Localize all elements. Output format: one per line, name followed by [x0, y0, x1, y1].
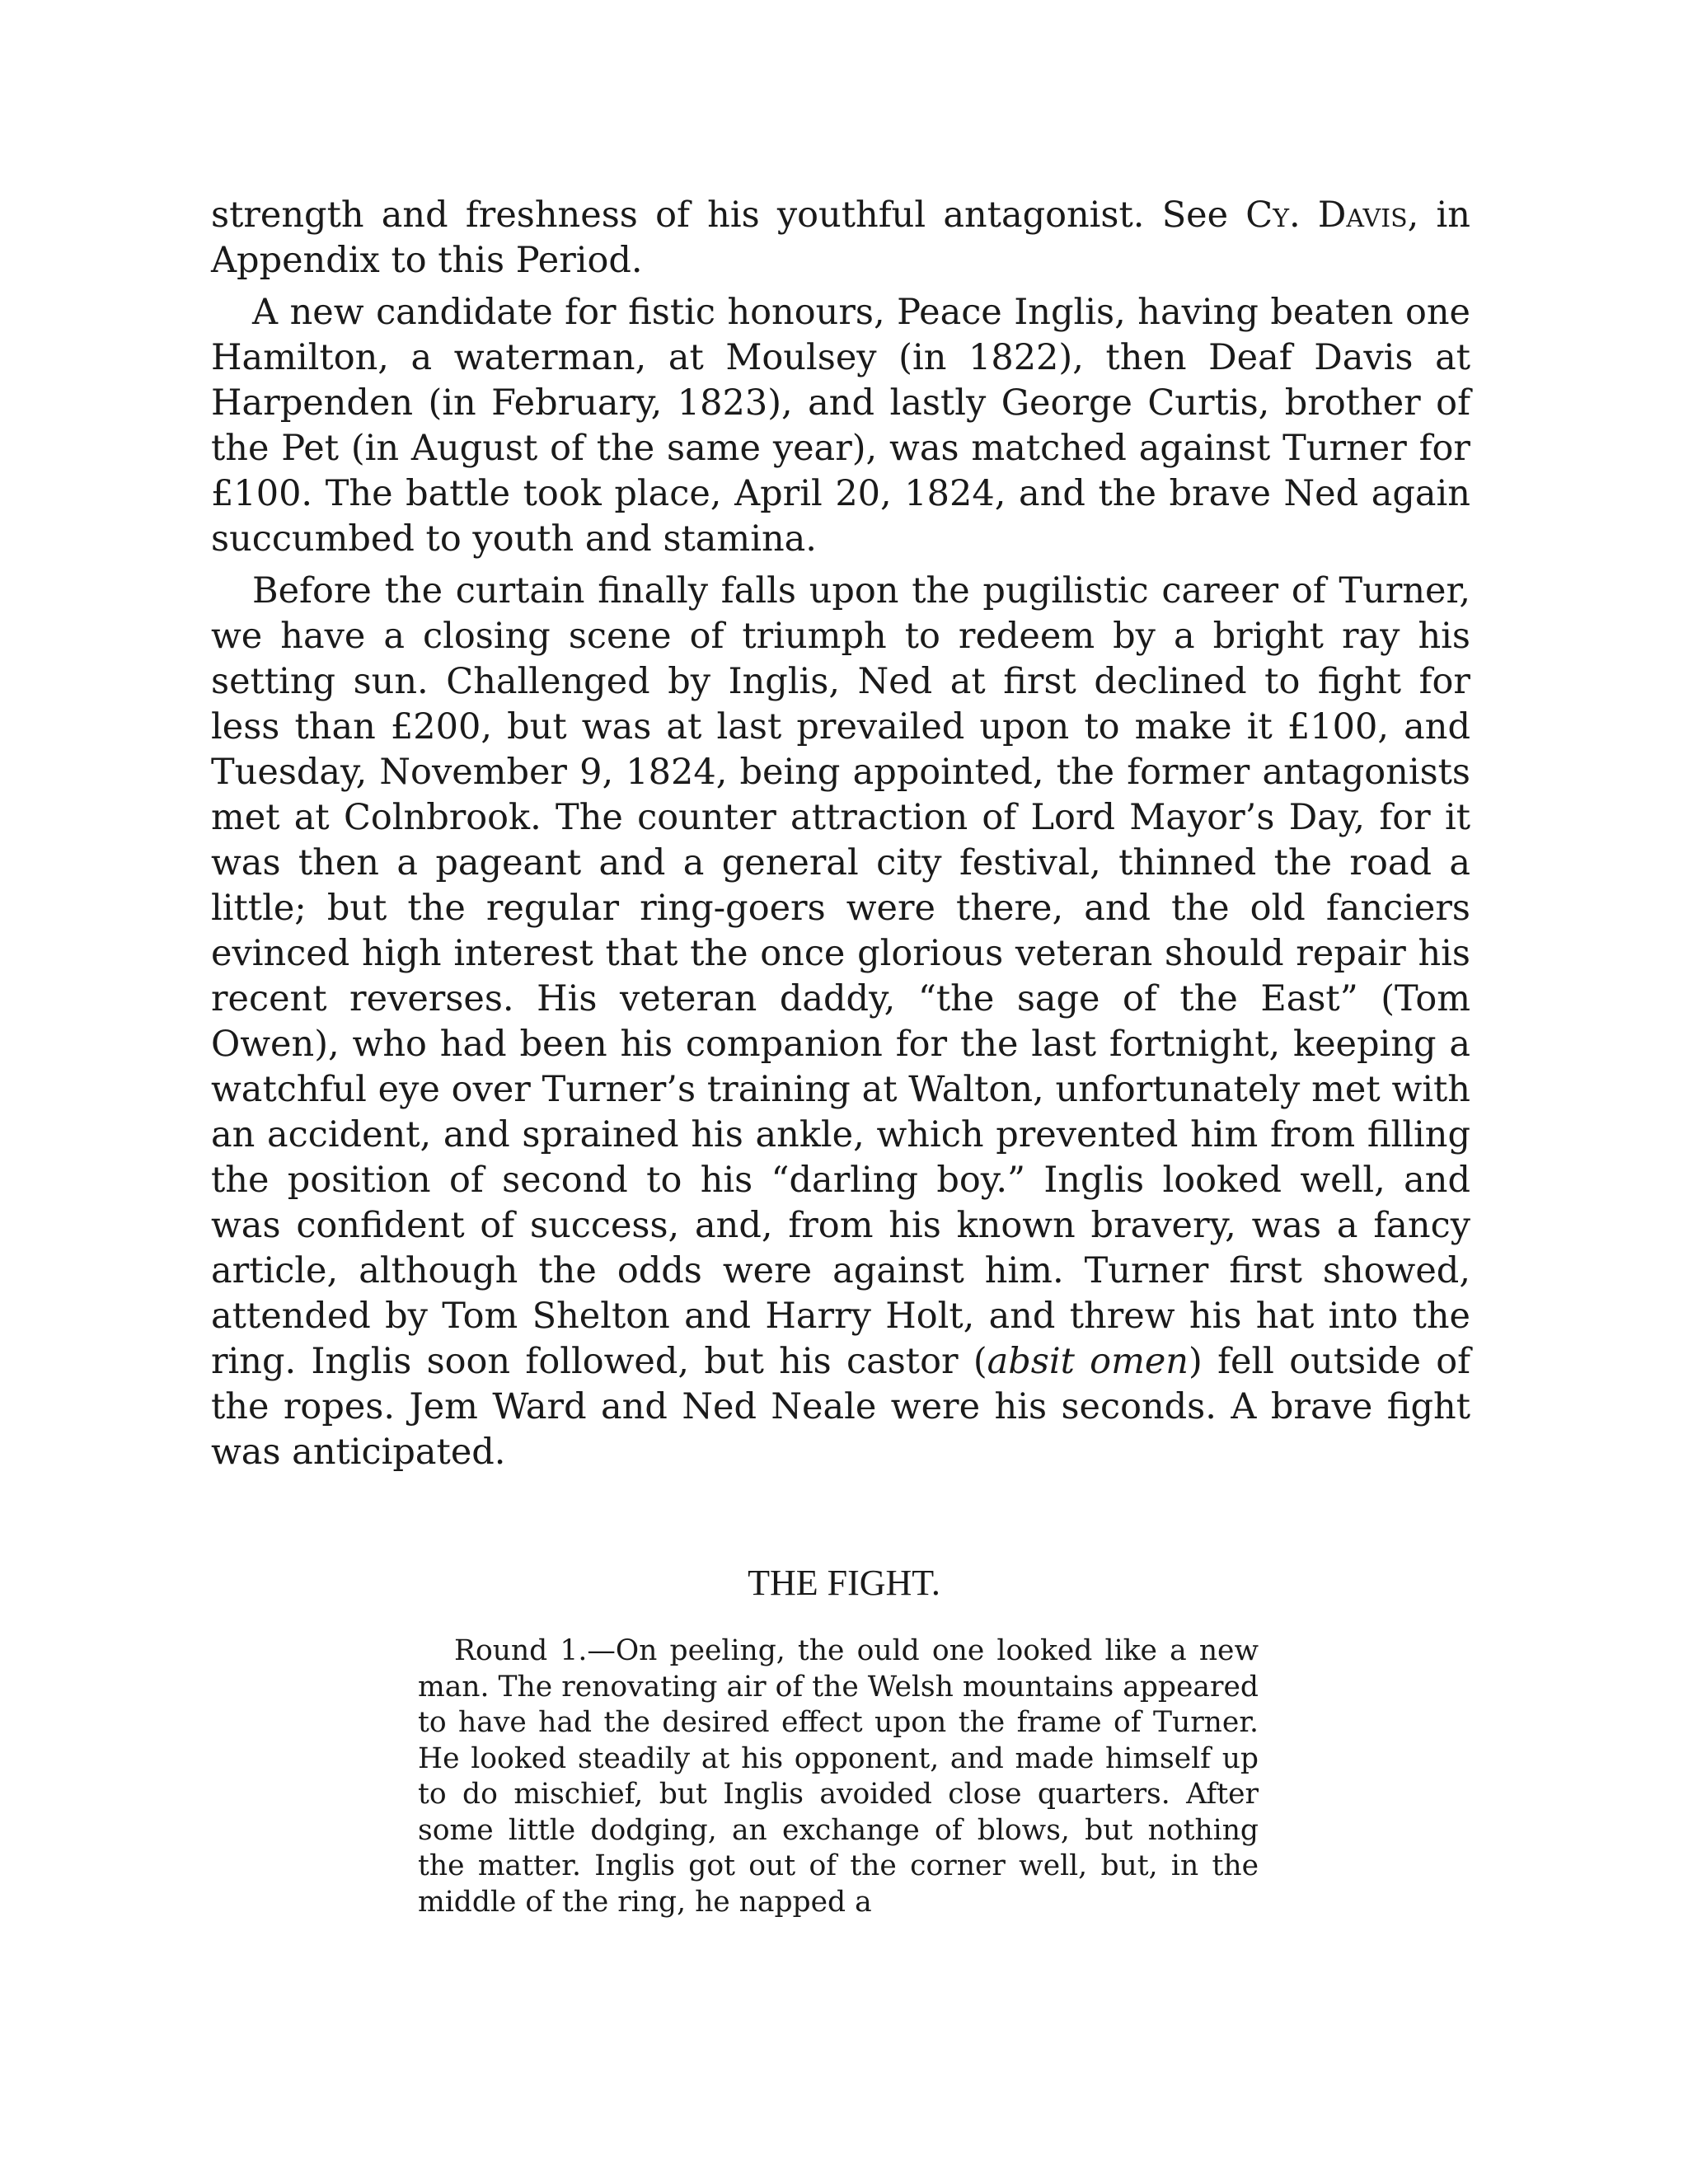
paragraph-text: , in Appendix to this Period. — [211, 194, 1470, 281]
paragraph-text: ) fell outside of the ropes. Jem Ward and Ned Neale were his seconds. A brave fight was anticipated. — [211, 1341, 1471, 1473]
paragraph-text: strength and freshness of his youthful antagonist. See — [211, 194, 1246, 236]
cross-reference-name: Cy. Davis — [1245, 194, 1408, 236]
round-1-description: Round 1.—On peeling, the ould one looked like a new man. The renovating air of the Welsh mountains appeared to have had the desired effect upon the frame of Turner. He looked steadily at his opponent, and made himself up to do mischief, but Inglis avoided close quarters. After some little dodging, an exchange of blows, but nothing the matter. Inglis got out of the corner well, but, in the middle of the ring, he napped a — [418, 1634, 1259, 1919]
section-heading: THE FIGHT. — [748, 1563, 940, 1603]
paragraph-inglis-record: A new candidate for fistic honours, Peace Inglis, having beaten one Hamilton, a waterman, at Moulsey (in 1822), then Deaf Davis at Harpenden (in February, 1823), and lastly George Curtis, brother of the Pet (in August of the same year), was matched against Turner for £100. The battle took place, April 20, 1824, and the brave Ned again succumbed to youth and stamina. — [211, 292, 1470, 560]
paragraph-closing-scene — [211, 569, 1470, 1475]
paragraph-continuation — [211, 193, 1470, 284]
italic-phrase: absit omen — [987, 1341, 1189, 1382]
paragraph-text: Before the curtain finally falls upon the pugilistic career of Turner, we have a closing scene of triumph to redeem by a bright ray his setting sun. Challenged by Inglis, Ned at first declined to fight for less than £200, but was at last prevailed upon to make it £100, and Tuesday, November 9, 1824, being appointed, the former antagonists met at Colnbrook. The counter attraction of Lord Mayor’s Day, for it was then a pageant and a general city festival, thinned the road a little; but the regular ring-goers were there, and the old fanciers evinced high interest that the once glorious veteran should repair his recent reverses. His veteran daddy, “the sage of the East” (Tom Owen), who had been his companion for the last fortnight, keeping a watchful eye over Turner’s training at Walton, unfortunately met with an accident, and sprained his ankle, which prevented him from filling the position of second to his “darling boy.” Inglis looked well, and was confident of success, and, from his known bravery, was a fancy article, although the odds were against him. Turner first showed, attended by Tom Shelton and Harry Holt, and threw his hat into the ring. Inglis soon followed, but his castor ( — [211, 570, 1470, 1382]
main-body-text — [211, 193, 1470, 1482]
